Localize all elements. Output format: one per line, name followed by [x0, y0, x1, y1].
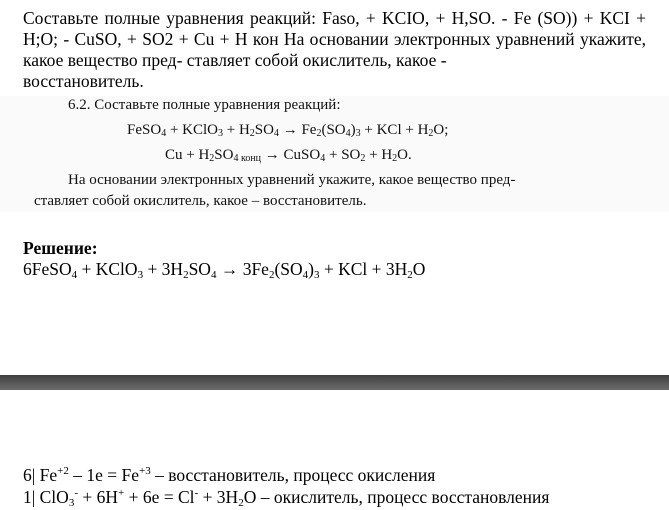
scan-question-line-1: На основании электронных уравнений укажите, какое вещество пред- — [68, 172, 516, 188]
scanned-excerpt — [0, 96, 669, 212]
half-reaction-reduction: 1| ClO3- + 6H+ + 6e = Cl- + 3H2O – окислитель, процесс восстановления — [23, 487, 550, 509]
scan-equation-1: FeSO$_4$ + KClO$_3$ + $H_2SO_4 \to Fe_2(SO_4)_3$ + KCl + $H_2O$; — [127, 122, 449, 139]
scan-heading: 6.2. Составьте полные уравнения реакций: — [68, 97, 341, 113]
task-text: Составьте полные уравнения реакций: Faso, + KCIO, + H,SO. - Fe (SO)) + KCI + H;O; - CuSO, + SO2 + Cu + H кон На основании электронных уравнений укажите, какое вещество пред- ставляет собой окислитель, какое - — [23, 8, 646, 70]
task-last-line: восстановитель. — [23, 71, 144, 91]
solution-equation: 6FeSO4 + KClO3 + 3H2SO4 → 3Fe2(SO4)3 + KCl + 3H2O — [23, 259, 426, 281]
solution-heading: Решение: — [23, 238, 98, 258]
task-statement — [23, 8, 646, 92]
page-divider-bar — [0, 375, 669, 390]
scan-question-line-2: ставляет собой окислитель, какое – восстановитель. — [34, 193, 367, 209]
scan-equation-2: $Cu + H_2SO_{4 конц}$ → CuSO$_4$ + $SO_2 + H_2O$. — [165, 147, 412, 164]
half-reaction-oxidation: 6| $Fe^{+2} - 1e = Fe^{+3}$ – восстановитель, процесс окисления — [23, 465, 436, 485]
